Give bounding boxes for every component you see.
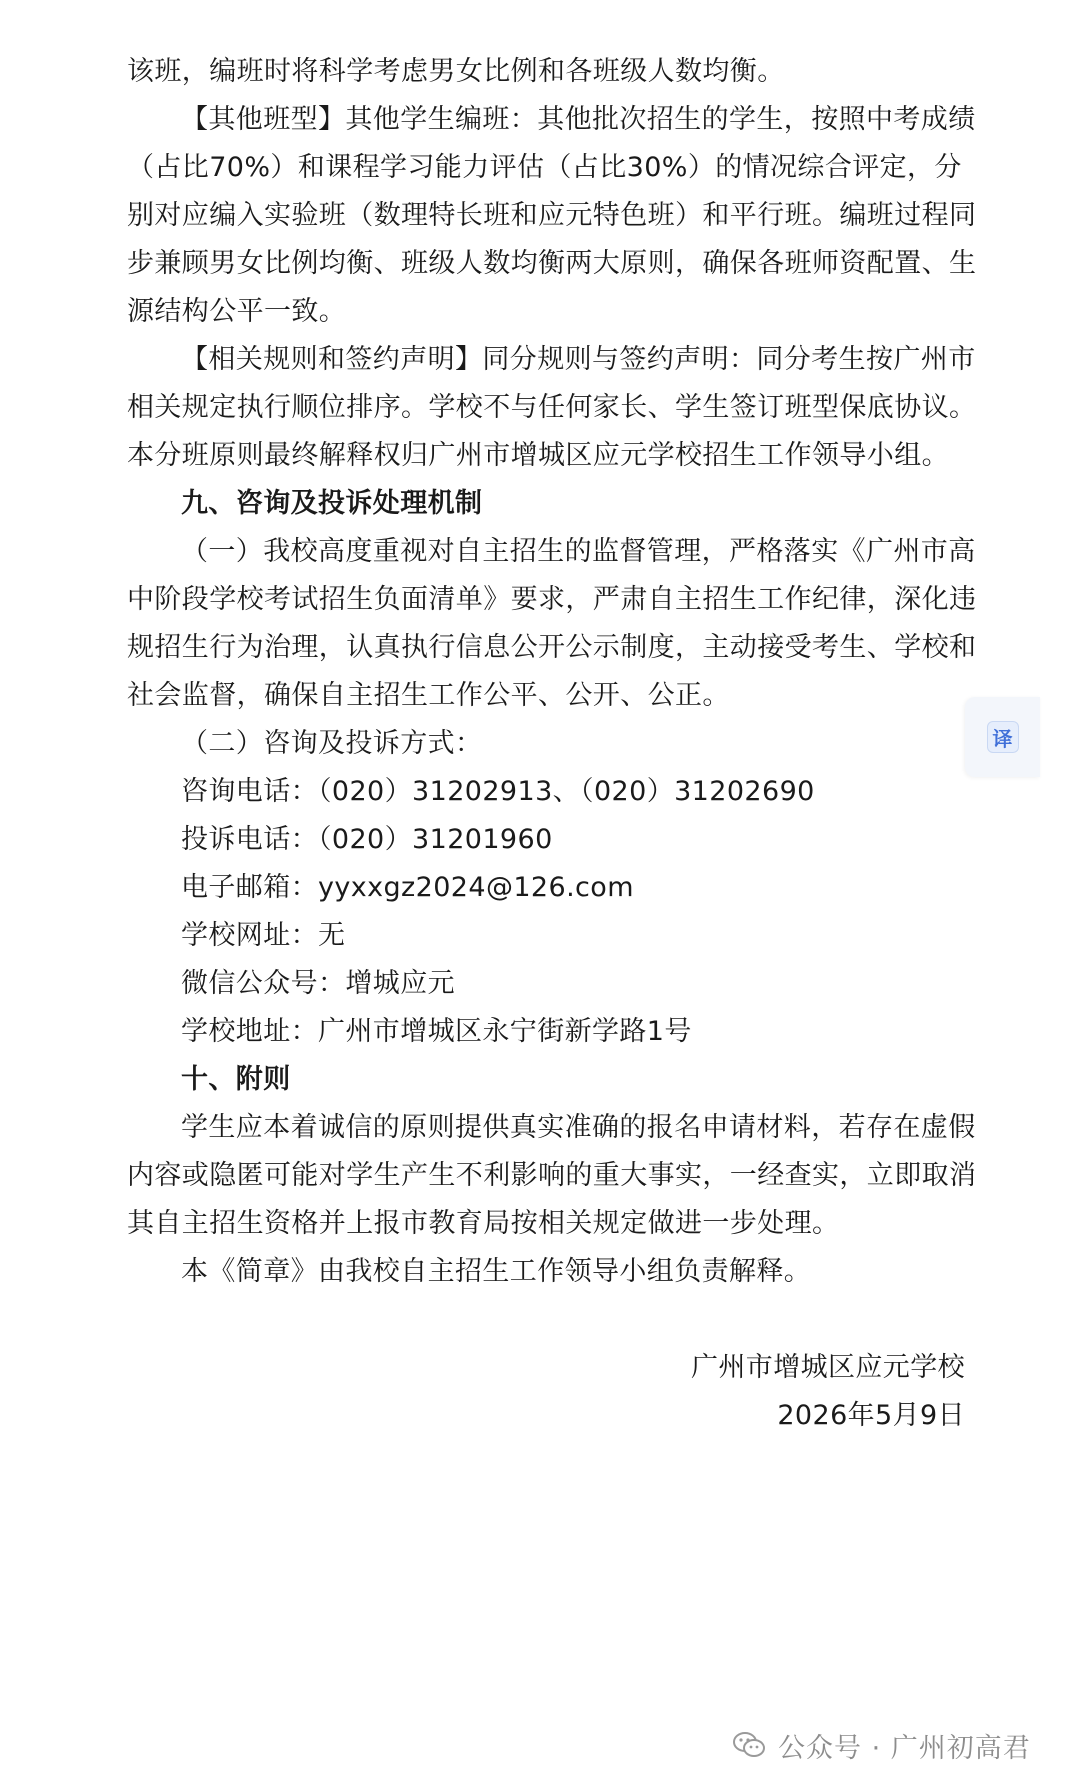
paragraph-line: 该班，编班时将科学考虑男女比例和各班级人数均衡。 [127,56,785,87]
paragraph-line: 社会监督，确保自主招生工作公平、公开、公正。 [127,680,730,711]
paragraph-line: 本《简章》由我校自主招生工作领导小组负责解释。 [181,1256,812,1287]
paragraph-line: （一）我校高度重视对自主招生的监督管理，严格落实《广州市高 [181,536,976,567]
paragraph-line: 规招生行为治理，认真执行信息公开公示制度，主动接受考生、学校和 [127,632,977,663]
watermark [732,1725,1031,1765]
paragraph-line: 源结构公平一致。 [127,296,347,327]
contact-email: 电子邮箱：yyxxgz2024@126.com [181,872,634,903]
complaint-phone: 投诉电话：（020）31201960 [181,824,553,855]
wechat-icon [732,1730,766,1760]
paragraph-line: 相关规定执行顺位排序。学校不与任何家长、学生签订班型保底协议。 [127,392,977,423]
paragraph-line: 中阶段学校考试招生负面清单》要求，严肃自主招生工作纪律，深化违 [127,584,977,615]
paragraph-line: 学生应本着诚信的原则提供真实准确的报名申请材料，若存在虚假 [181,1112,976,1143]
paragraph-line: 其自主招生资格并上报市教育局按相关规定做进一步处理。 [127,1208,840,1239]
paragraph-line: 本分班原则最终解释权归广州市增城区应元学校招生工作领导小组。 [127,440,949,471]
document-body [127,48,977,1440]
signature-date: 2026年5月9日 [777,1400,965,1431]
paragraph-line: 【其他班型】其他学生编班：其他批次招生的学生，按照中考成绩 [181,104,976,135]
watermark-text: 公众号 · 广州初高君 [778,1732,1031,1764]
paragraph-line: 【相关规则和签约声明】同分规则与签约声明：同分考生按广州市 [181,344,976,375]
school-address: 学校地址：广州市增城区永宁街新学路1号 [181,1016,692,1047]
wechat-account: 微信公众号：增城应元 [181,968,455,999]
paragraph-line: 步兼顾男女比例均衡、班级人数均衡两大原则，确保各班师资配置、生 [127,248,977,279]
translate-icon: 译 [987,721,1019,753]
section-heading: 十、附则 [181,1064,291,1095]
paragraph-line: （二）咨询及投诉方式： [181,728,483,759]
translate-button[interactable] [965,697,1040,777]
paragraph-line: （占比70%）和课程学习能力评估（占比30%）的情况综合评定，分 [127,152,962,183]
signature-org: 广州市增城区应元学校 [691,1352,965,1383]
contact-phone: 咨询电话：（020）31202913、（020）31202690 [181,776,815,807]
spacer [127,1296,965,1344]
paragraph-line: 别对应编入实验班（数理特长班和应元特色班）和平行班。编班过程同 [127,200,977,231]
paragraph-line: 内容或隐匿可能对学生产生不利影响的重大事实，一经查实，立即取消 [127,1160,977,1191]
section-heading: 九、咨询及投诉处理机制 [181,488,483,519]
school-website: 学校网址：无 [181,920,346,951]
